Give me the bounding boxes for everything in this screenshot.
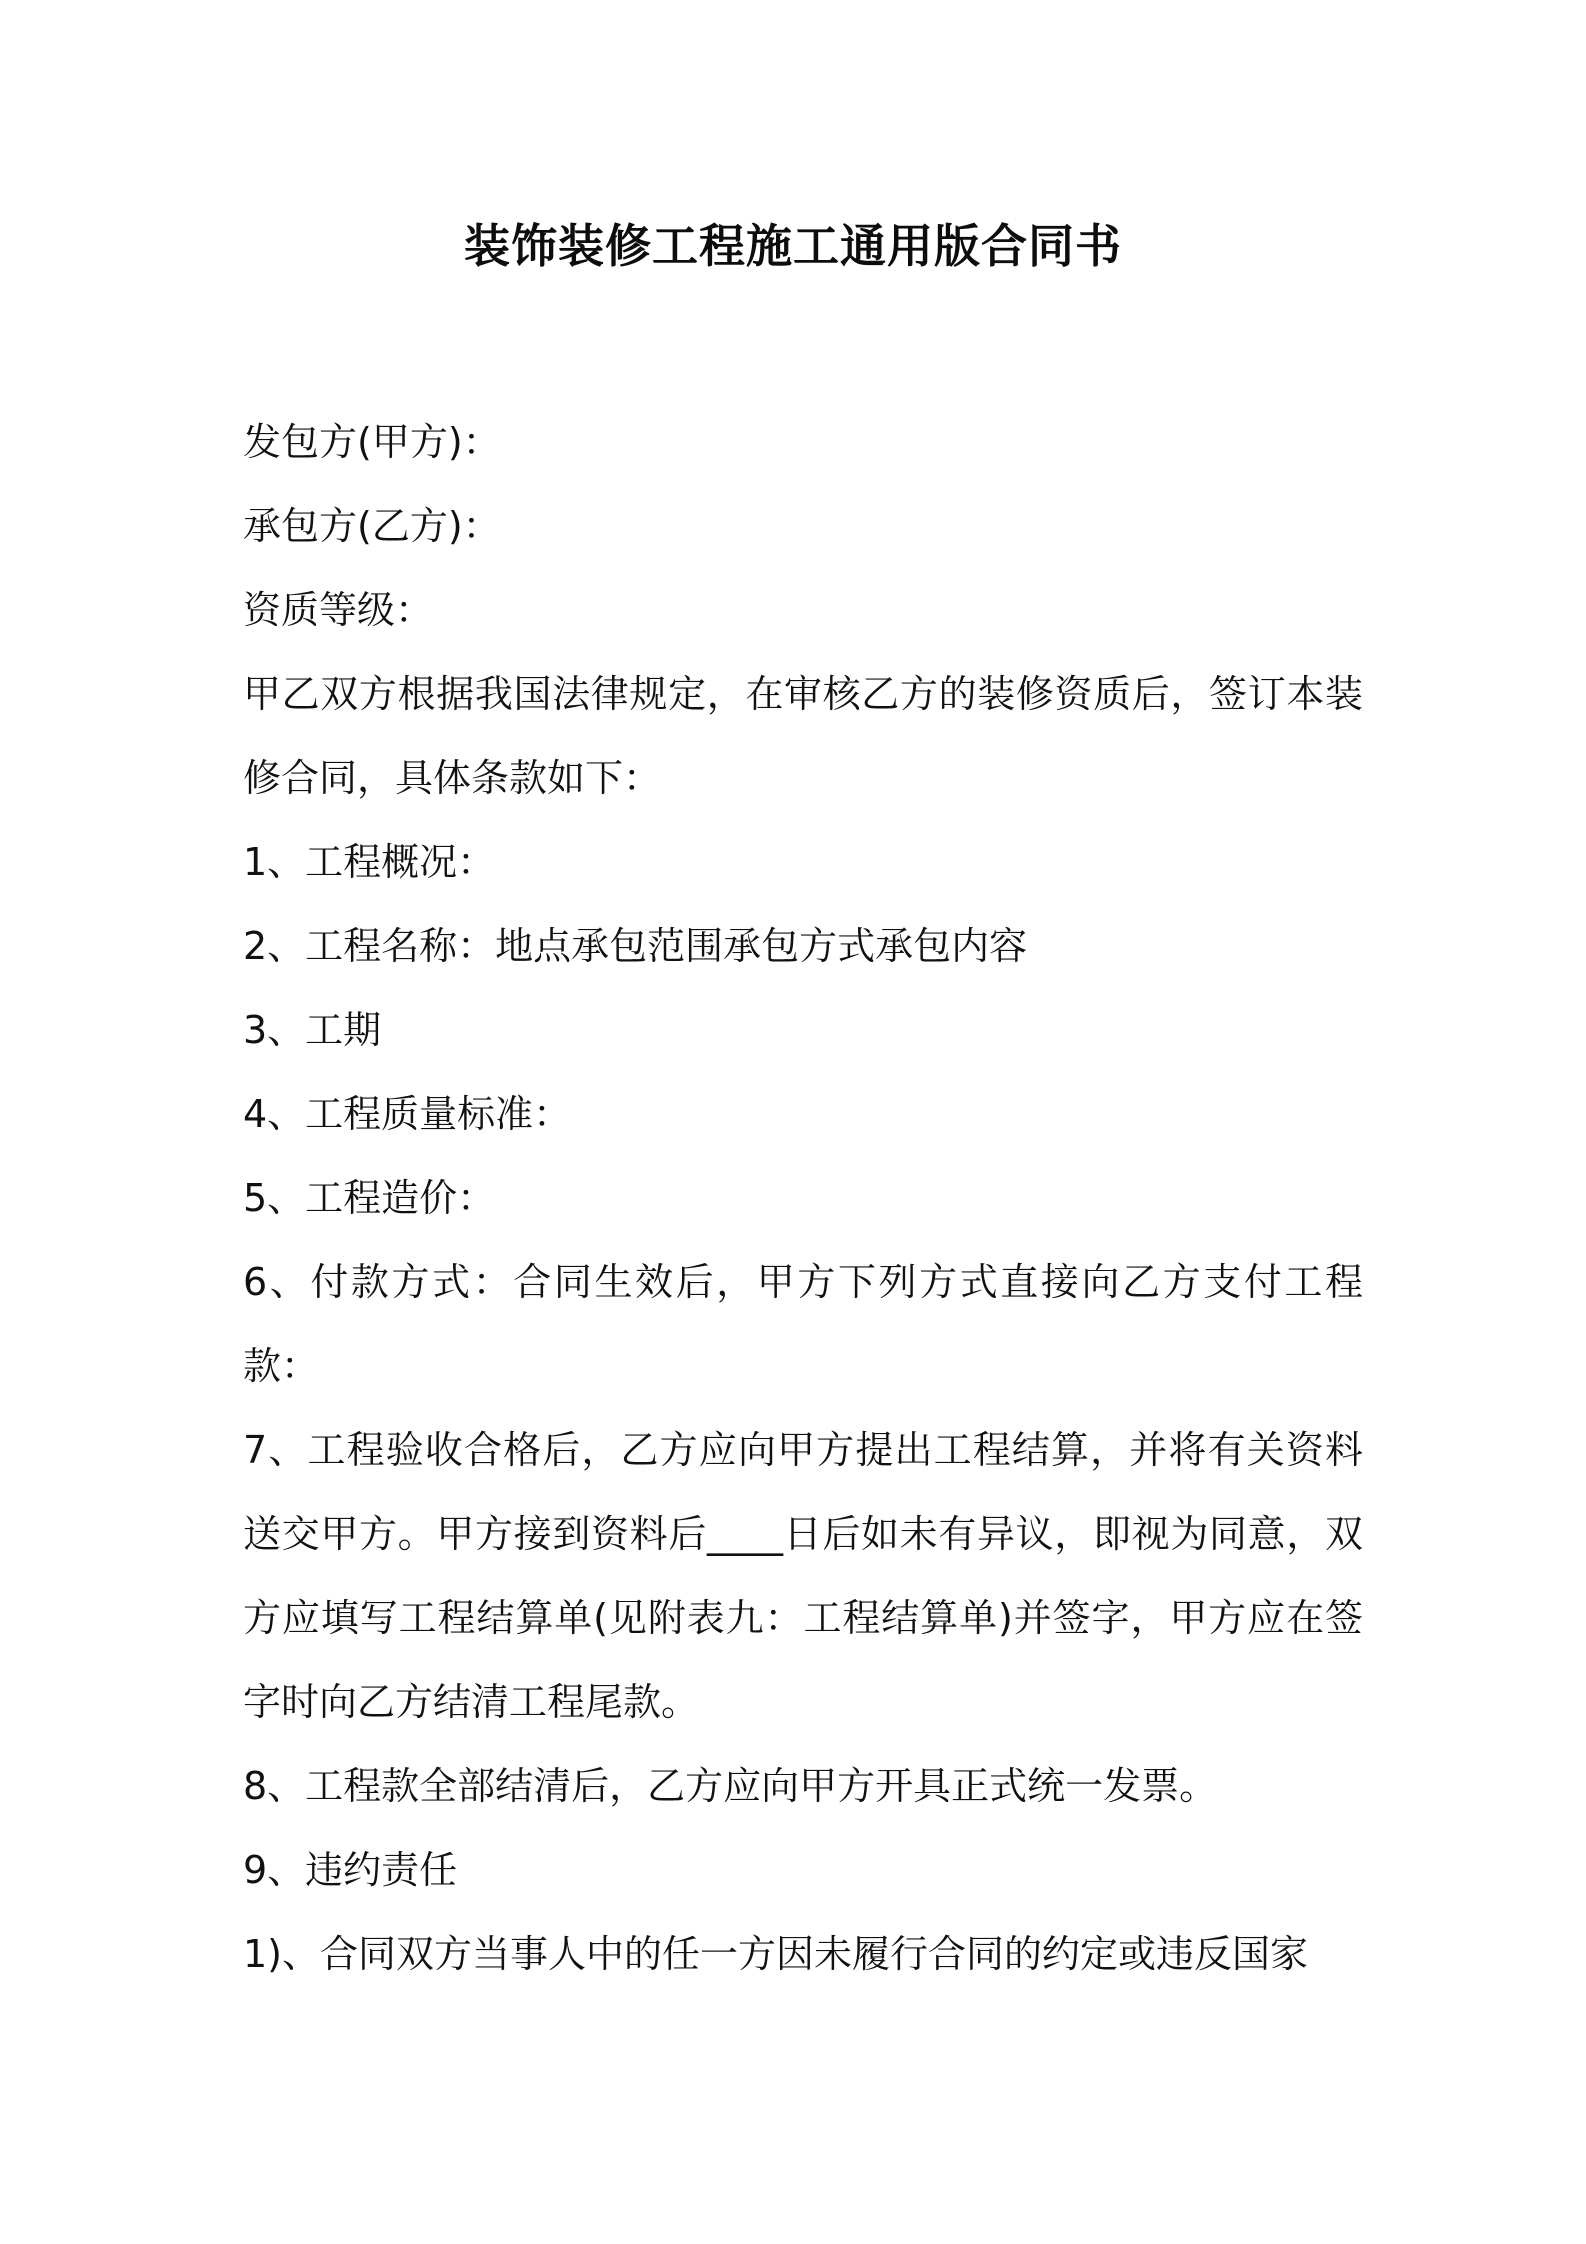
clause-2: 2、工程名称：地点承包范围承包方式承包内容 <box>243 924 1028 968</box>
clause-7: 7、工程验收合格后，乙方应向甲方提出工程结算，并将有关资料送交甲方。甲方接到资料后____日后如未有异议，即视为同意，双方应填写工程结算单(见附表九：工程结算单)并签字，甲方应在签字时向乙方结清工程尾款。 <box>243 1428 1363 1724</box>
sub-clause-1: 1)、合同双方当事人中的任一方因未履行合同的约定或违反国家 <box>243 1932 1309 1976</box>
clause-8: 8、工程款全部结清后，乙方应向甲方开具正式统一发票。 <box>243 1764 1218 1808</box>
clause-9: 9、违约责任 <box>243 1848 458 1892</box>
clause-3: 3、工期 <box>243 1008 382 1052</box>
preamble-paragraph: 甲乙双方根据我国法律规定，在审核乙方的装修资质后，签订本装修合同，具体条款如下： <box>243 672 1363 800</box>
clause-4: 4、工程质量标准： <box>243 1092 572 1136</box>
party-b-line: 承包方(乙方)： <box>243 504 501 548</box>
document-title: 装饰装修工程施工通用版合同书 <box>464 219 1122 273</box>
party-a-line: 发包方(甲方)： <box>243 420 501 464</box>
clause-5: 5、工程造价： <box>243 1176 496 1220</box>
qualification-line: 资质等级： <box>243 588 434 632</box>
document-body <box>243 400 1363 1996</box>
clause-1: 1、工程概况： <box>243 840 496 884</box>
clause-6: 6、付款方式：合同生效后，甲方下列方式直接向乙方支付工程款： <box>243 1260 1363 1388</box>
